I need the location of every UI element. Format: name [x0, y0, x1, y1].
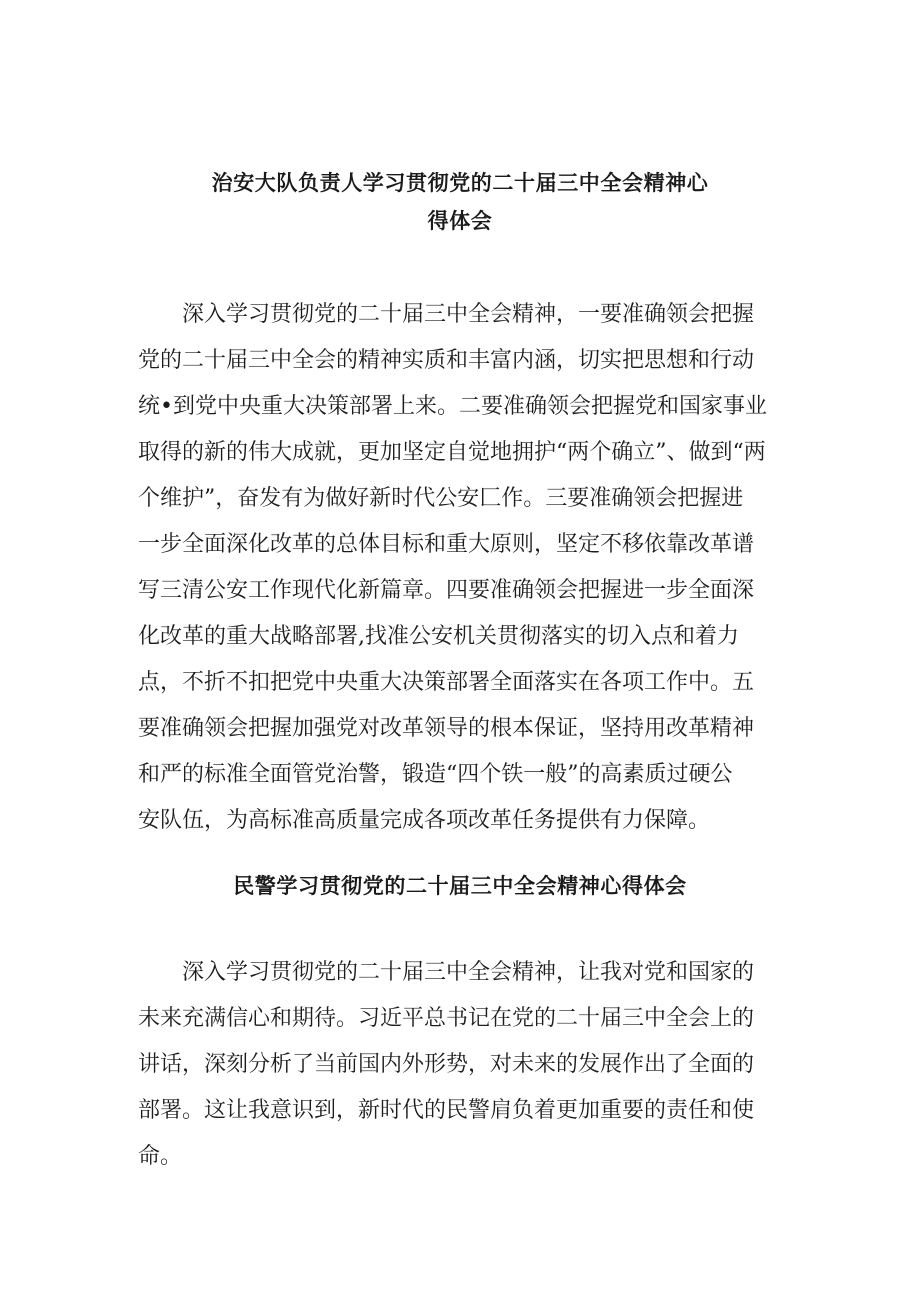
document-1-body: [138, 292, 788, 844]
body-1-line: 深入学习贯彻党的二十届三中全会精神，一要准确领会把握: [138, 302, 755, 327]
body-2-line: 未来充满信心和期待。习近平总书记在党的二十届三中全会上的: [138, 1006, 755, 1031]
body-1-line: 和严的标准全面管党治警，锻造“四个铁一般”的高素质过硬公: [138, 762, 733, 787]
body-2-line: 命。: [138, 1144, 183, 1169]
body-1-line: 个维护”，奋发有为做好新时代公安匚作。三要准确领会把握进: [138, 486, 744, 511]
body-1-line: 党的二十届三中全会的精神实质和丰富内涵，切实把思想和行动: [138, 348, 755, 373]
document-2-body: [138, 950, 788, 1180]
body-2-line: 部署。这让我意识到，新时代的民警肩负着更加重要的责任和使: [138, 1098, 755, 1123]
title-1-line-1: 治安大队负责人学习贯彻党的二十届三中全会精神心: [211, 171, 709, 195]
body-1-line: 安队伍，为高标准高质量完成各项改革任务提供有力保障。: [138, 808, 711, 833]
body-1-line: 统•到党中央重大决策部署上来。二要准确领会把握党和国家事业: [138, 394, 767, 419]
body-1-line: 要准确领会把握加强党对改革领导的根本保证，坚持用改革精神: [138, 716, 755, 741]
body-1-line: 写三清公安工作现代化新篇章。四要准确领会把握进一步全面深: [138, 578, 755, 603]
title-1-line-2: 得体会: [427, 209, 493, 233]
body-1-line: 一步全面深化改革的总体目标和重大原则，坚定不移依靠改革谱: [138, 532, 755, 557]
body-1-line: 点，不折不扣把党中央重大决策部署全面落实在各项工作中。五: [138, 670, 755, 695]
document-title-2: [140, 876, 780, 897]
body-1-line: 取得的新的伟大成就，更加坚定自觉地拥护“两个确立”、做到“两: [138, 440, 766, 465]
title-2-line: 民警学习贯彻党的二十届三中全会精神心得体会: [233, 874, 687, 898]
body-2-line: 深入学习贯彻党的二十届三中全会精神，让我对党和国家的: [138, 960, 755, 985]
body-1-line: 化改革的重大战略部署,找准公安机关贯彻落实的切入点和着力: [138, 624, 739, 649]
document-title-1: [140, 173, 780, 232]
body-2-line: 讲话，深刻分析了当前国内外形势，对未来的发展作出了全面的: [138, 1052, 755, 1077]
